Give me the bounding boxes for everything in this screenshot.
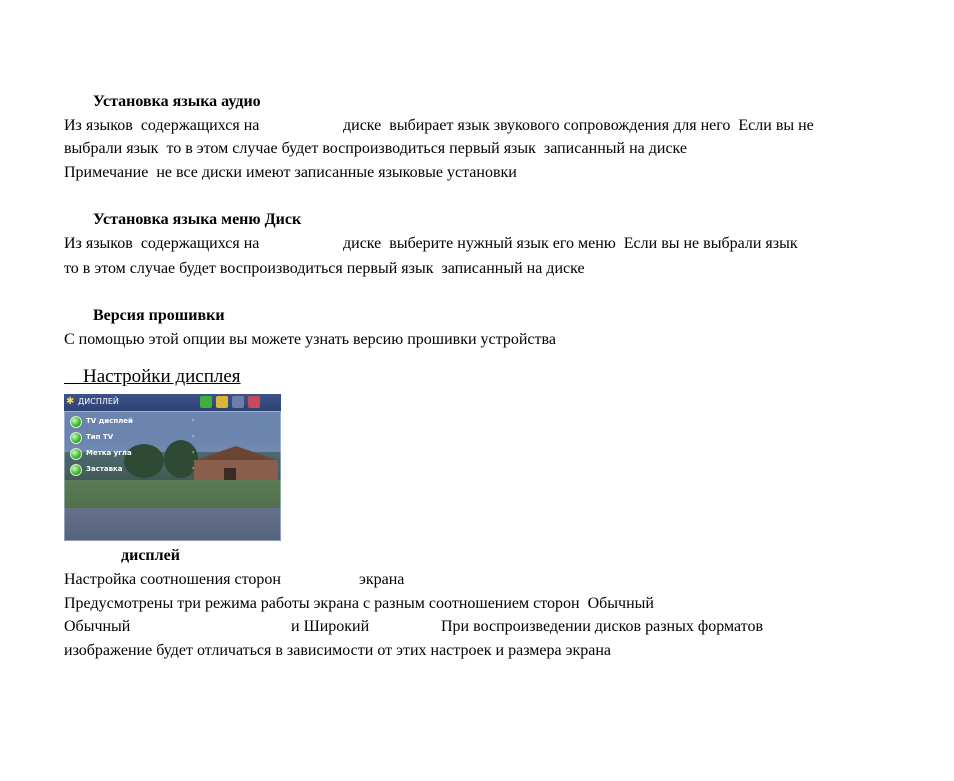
- display-settings-heading: [64, 365, 241, 389]
- chevron-right-icon: ›: [192, 449, 195, 456]
- display-line-4: изображение будет отличаться в зависимости от этих настроек и размера экрана: [64, 642, 612, 659]
- disc-menu-lang-line-1b: диске выберите нужный язык его меню Если вы не выбрали язык: [343, 235, 798, 252]
- menu-item-label: TV дисплей: [86, 417, 133, 425]
- display-heading: дисплей: [121, 547, 180, 564]
- chevron-right-icon: ›: [192, 465, 195, 472]
- menu-title: ДИСПЛЕЙ: [78, 397, 119, 406]
- audio-lang-note: Примечание не все диски имеют записанные языковые установки: [64, 164, 517, 181]
- display-tab-icon: [216, 396, 228, 408]
- gear-icon: ✱: [66, 396, 75, 407]
- bullet-icon: [70, 432, 82, 444]
- display-line-3a: Обычный: [64, 618, 131, 635]
- menu-item-label: Заставка: [86, 465, 123, 473]
- menu-item-screensaver: [70, 462, 198, 476]
- audio-lang-line-1b: диске выбирает язык звукового сопровождения для него Если вы не: [343, 117, 814, 134]
- audio-lang-heading: Установка языка аудио: [93, 93, 261, 110]
- chevron-right-icon: ›: [192, 417, 195, 424]
- display-menu-screenshot: [64, 394, 281, 541]
- menu-item-tv-type: [70, 430, 198, 444]
- firmware-heading: Версия прошивки: [93, 307, 225, 324]
- disc-menu-lang-line-2: то в этом случае будет воспроизводиться первый язык записанный на диске: [64, 260, 585, 277]
- audio-lang-line-2: выбрали язык то в этом случае будет воспроизводиться первый язык записанный на диске: [64, 140, 688, 157]
- audio-tab-icon: [200, 396, 212, 408]
- chevron-right-icon: ›: [192, 433, 195, 440]
- bullet-icon: [70, 416, 82, 428]
- audio-lang-line-1a: Из языков содержащихся на: [64, 117, 260, 134]
- display-line-1b: экрана: [359, 571, 405, 588]
- disc-menu-lang-heading: Установка языка меню Диск: [93, 211, 302, 228]
- bullet-icon: [70, 464, 82, 476]
- speaker-tab-icon: [232, 396, 244, 408]
- lock-tab-icon: [248, 396, 260, 408]
- bullet-icon: [70, 448, 82, 460]
- display-line-1a: Настройка соотношения сторон: [64, 571, 281, 588]
- display-settings-title: Настройки дисплея: [83, 366, 241, 387]
- display-line-2: Предусмотрены три режима работы экрана с разным соотношением сторон Обычный: [64, 595, 654, 612]
- menu-item-label: Метка угла: [86, 449, 132, 457]
- firmware-line-1: С помощью этой опции вы можете узнать версию прошивки устройства: [64, 331, 556, 348]
- display-line-3b: и Широкий: [291, 618, 370, 635]
- menu-item-label: Тип TV: [86, 433, 114, 441]
- menu-topbar: [64, 394, 281, 412]
- disc-menu-lang-line-1a: Из языков содержащихся на: [64, 235, 260, 252]
- menu-item-angle-mark: [70, 446, 198, 460]
- menu-item-tv-display: [70, 414, 198, 428]
- display-line-3c: При воспроизведении дисков разных форматов: [441, 618, 764, 635]
